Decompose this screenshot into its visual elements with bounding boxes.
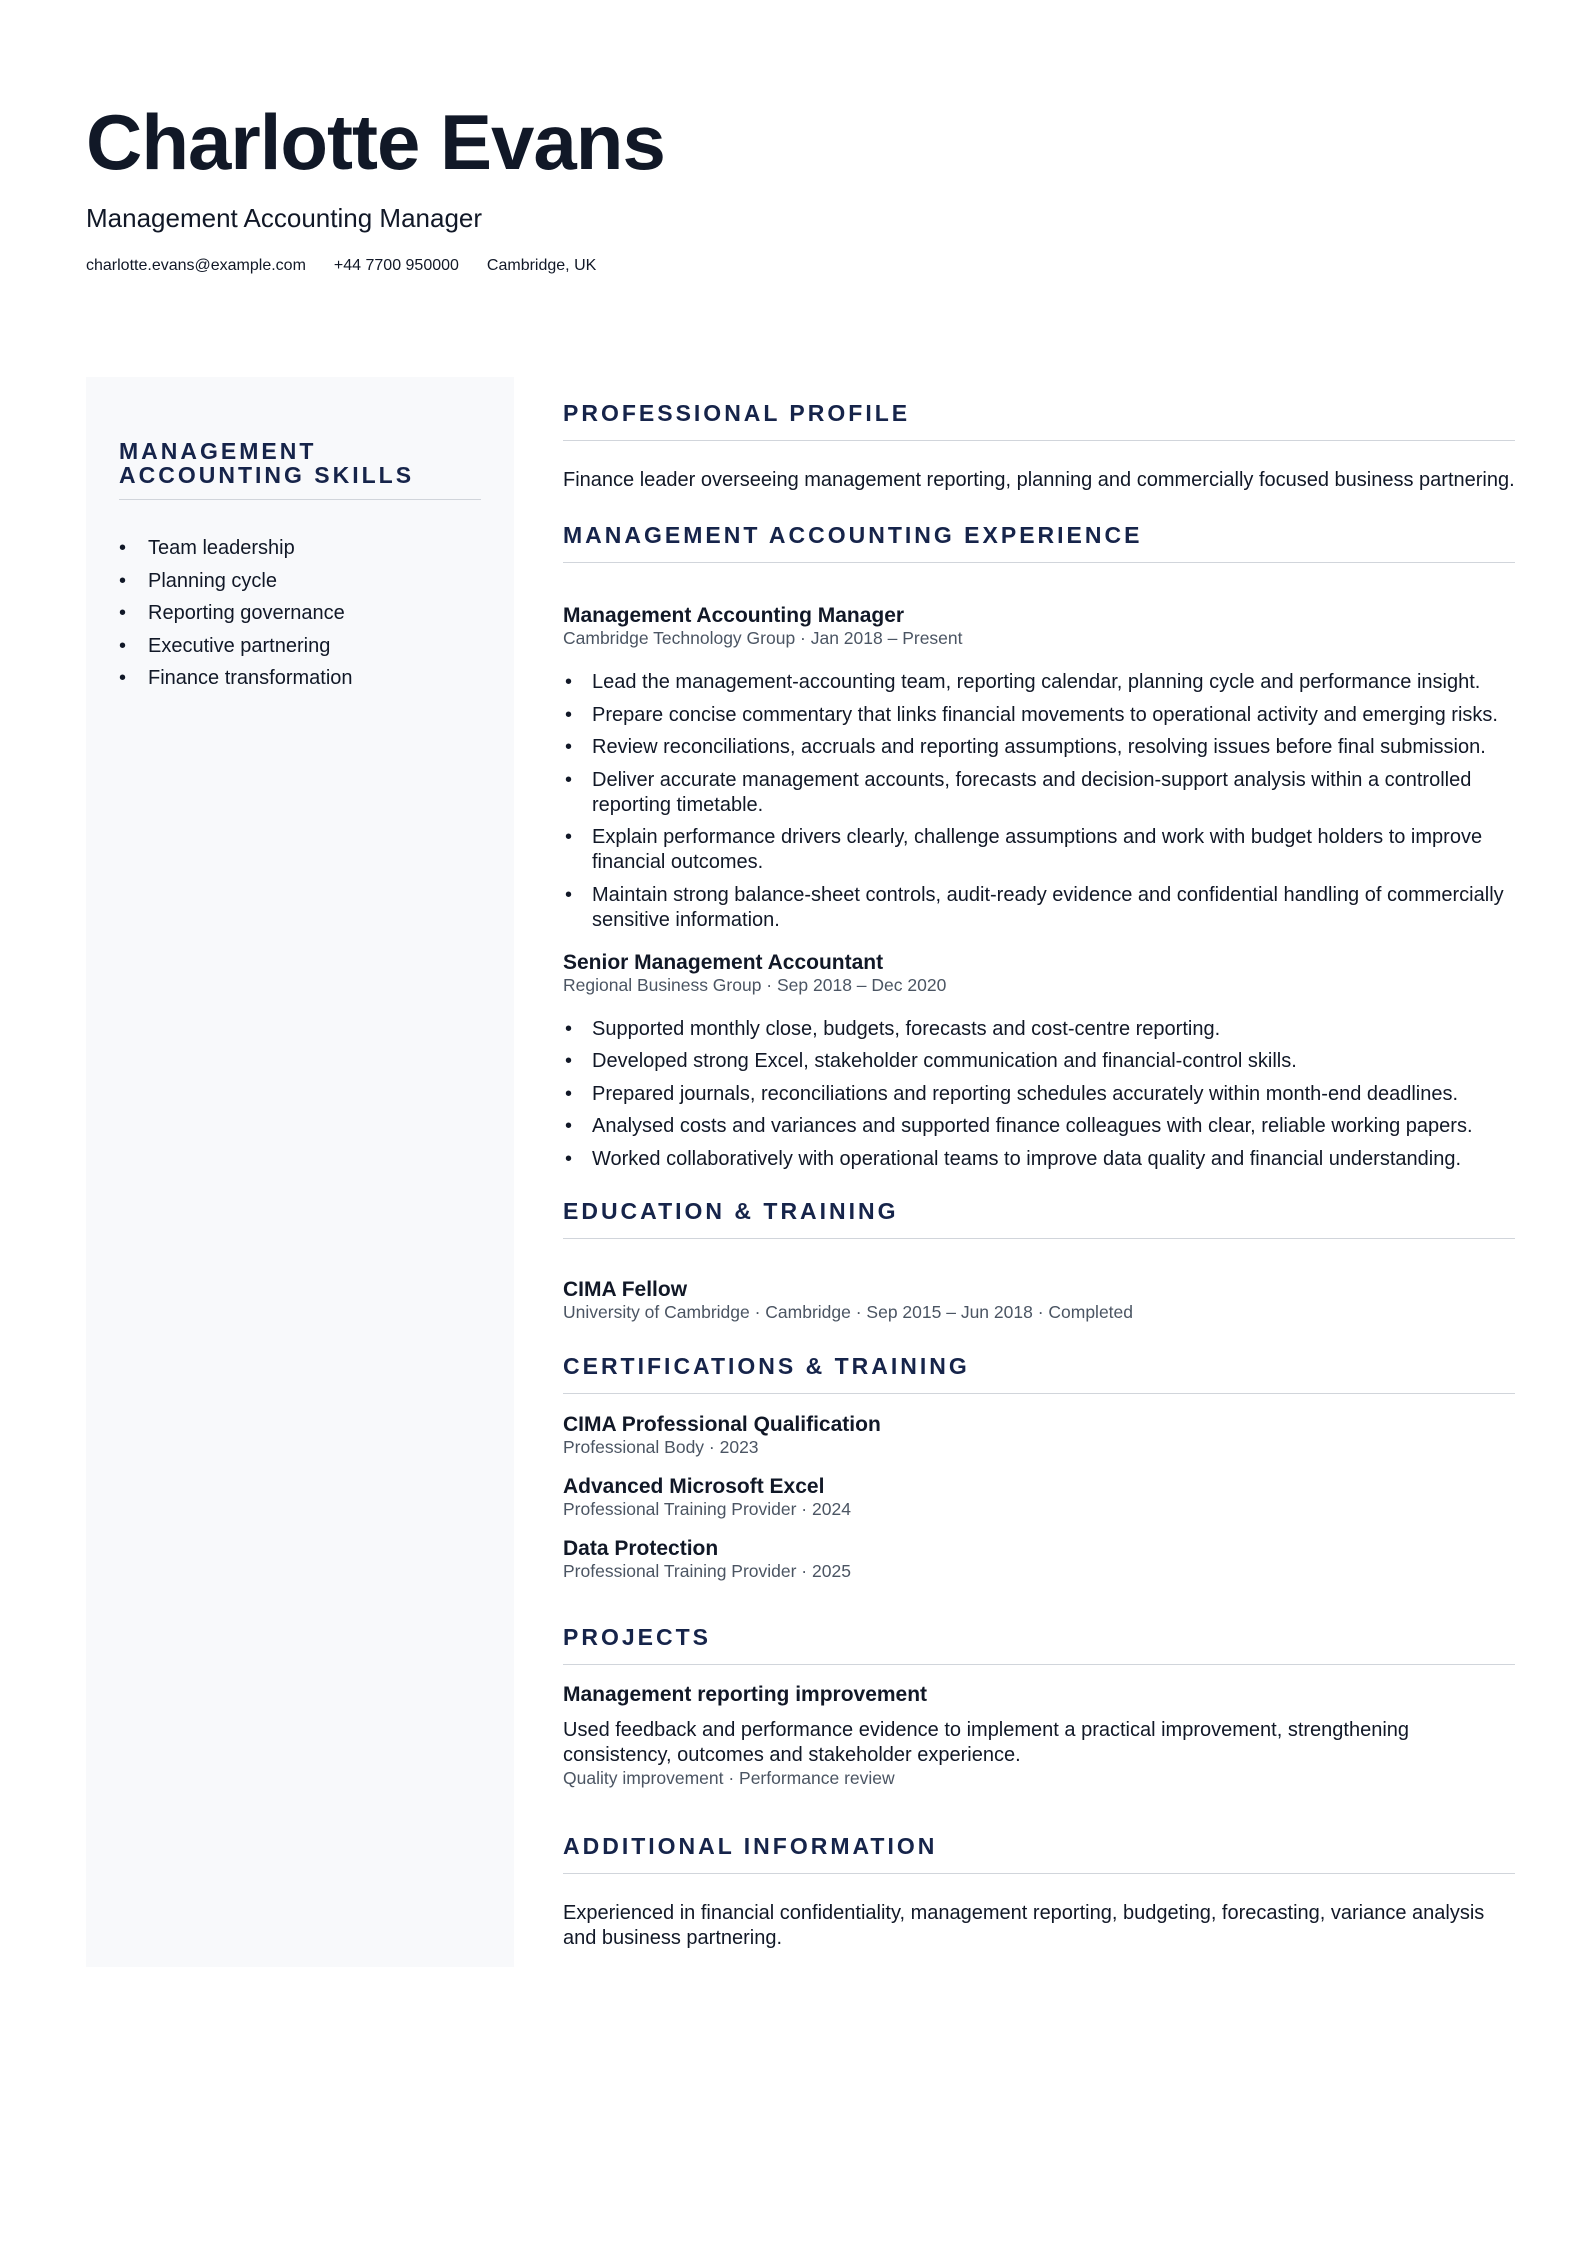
education-section [563, 1198, 1515, 1323]
skill-item: • Team leadership [119, 537, 481, 560]
job-bullet: • Explain performance drivers clearly, challenge assumptions and work with budget holders to improve financial outcomes. [563, 825, 1515, 875]
certification-meta: Professional Training Provider · 2024 [563, 1498, 851, 1519]
profile-text: Finance leader overseeing management reporting, planning and commercially focused business partnering. [563, 469, 1515, 491]
projects-section [563, 1624, 1515, 1789]
job-title: Senior Management Accountant [563, 950, 884, 974]
job-bullet: • Deliver accurate management accounts, forecasts and decision-support analysis within a controlled reporting timetable. [563, 768, 1515, 818]
skills-sidebar [86, 377, 514, 1967]
education-title: CIMA Fellow [563, 1277, 688, 1301]
main-content [563, 400, 1515, 1951]
project-meta: Quality improvement · Performance review [563, 1767, 895, 1788]
certification-entry [563, 1537, 1515, 1582]
projects-heading: PROJECTS [563, 1624, 1515, 1665]
education-meta: University of Cambridge · Cambridge · Sep 2015 – Jun 2018 · Completed [563, 1301, 1134, 1322]
skill-item: • Reporting governance [119, 602, 481, 625]
job-bullet: • Developed strong Excel, stakeholder communication and financial-control skills. [563, 1049, 1515, 1074]
job-title: Management Accounting Manager [563, 604, 905, 627]
education-heading: EDUCATION & TRAINING [563, 1198, 1515, 1239]
job-entry [563, 604, 1515, 933]
experience-heading: MANAGEMENT ACCOUNTING EXPERIENCE [563, 522, 1515, 563]
certifications-heading: CERTIFICATIONS & TRAINING [563, 1353, 1515, 1394]
additional-heading: ADDITIONAL INFORMATION [563, 1833, 1515, 1874]
additional-text: Experienced in financial confidentiality, management reporting, budgeting, forecasting, variance analysis and business partnering. [563, 1901, 1485, 1949]
job-bullet: • Lead the management-accounting team, reporting calendar, planning cycle and performance insight. [563, 670, 1515, 695]
job-bullet: • Worked collaboratively with operational teams to improve data quality and financial understanding. [563, 1147, 1515, 1172]
certification-entry [563, 1475, 1515, 1520]
skill-item: • Executive partnering [119, 635, 481, 658]
additional-section [563, 1833, 1515, 1951]
candidate-role: Management Accounting Manager [86, 203, 483, 233]
education-entry [563, 1278, 1515, 1323]
certification-meta: Professional Body · 2023 [563, 1436, 759, 1457]
job-bullet: • Prepared journals, reconciliations and reporting schedules accurately within month-end deadlines. [563, 1082, 1515, 1107]
job-bullets [563, 670, 1515, 933]
job-bullets [563, 1017, 1515, 1172]
project-title: Management reporting improvement [563, 1682, 928, 1706]
experience-section [563, 522, 1515, 1172]
job-entry [563, 951, 1515, 1172]
job-bullet: • Review reconciliations, accruals and reporting assumptions, resolving issues before final submission. [563, 735, 1515, 760]
job-bullet: • Maintain strong balance-sheet controls, audit-ready evidence and confidential handling of commercially sensitive information. [563, 883, 1515, 933]
job-meta: Regional Business Group · Sep 2018 – Dec 2020 [563, 974, 947, 995]
candidate-name: Charlotte Evans [86, 98, 665, 186]
skills-list [119, 537, 481, 690]
skill-item: • Planning cycle [119, 570, 481, 593]
project-entry [563, 1683, 1515, 1789]
certification-meta: Professional Training Provider · 2025 [563, 1560, 851, 1581]
job-bullet: • Analysed costs and variances and supported finance colleagues with clear, reliable working papers. [563, 1114, 1515, 1139]
certification-entry [563, 1413, 1515, 1458]
contact-line [86, 256, 1506, 276]
contact-email[interactable]: charlotte.evans@example.com [86, 257, 306, 274]
profile-heading: PROFESSIONAL PROFILE [563, 400, 1515, 441]
skills-heading: MANAGEMENT ACCOUNTING SKILLS [119, 439, 481, 500]
certification-title: Data Protection [563, 1536, 719, 1560]
contact-location: Cambridge, UK [486, 257, 597, 274]
project-text: Used feedback and performance evidence to implement a practical improvement, strengthening consistency, outcomes and stakeholder experience. [563, 1718, 1410, 1766]
skill-item: • Finance transformation [119, 667, 481, 690]
certification-title: Advanced Microsoft Excel [563, 1474, 825, 1498]
certifications-section [563, 1353, 1515, 1582]
resume-header [86, 98, 1506, 276]
profile-section [563, 400, 1515, 493]
job-bullet: • Supported monthly close, budgets, forecasts and cost-centre reporting. [563, 1017, 1515, 1042]
job-meta: Cambridge Technology Group · Jan 2018 – Present [563, 628, 963, 648]
certification-title: CIMA Professional Qualification [563, 1412, 881, 1436]
contact-phone[interactable]: +44 7700 950000 [333, 257, 459, 274]
job-bullet: • Prepare concise commentary that links financial movements to operational activity and emerging risks. [563, 703, 1515, 728]
